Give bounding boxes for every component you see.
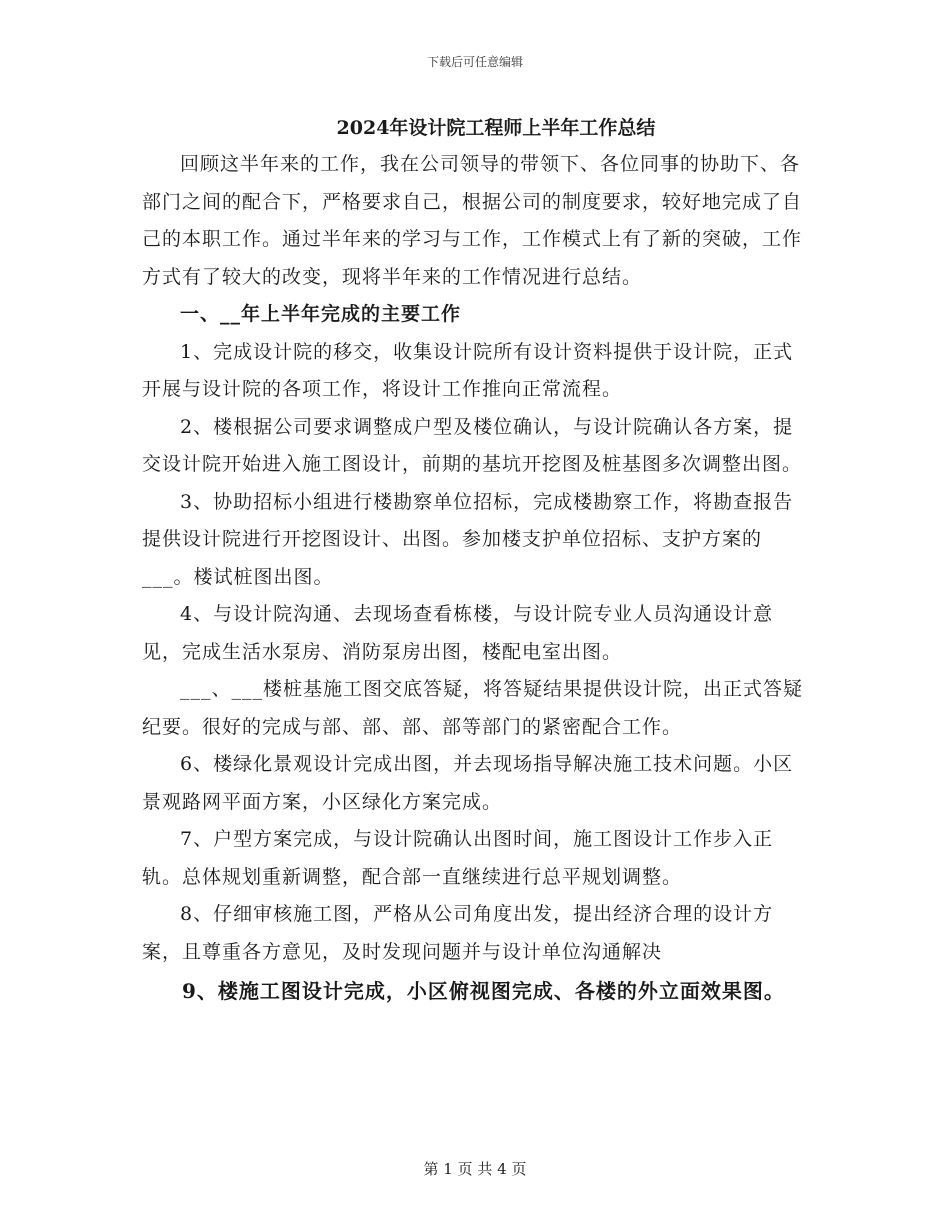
work-item-7: 7、户型方案完成，与设计院确认出图时间，施工图设计工作步入正轨。总体规划重新调整，配合部一直继续进行总平规划调整。: [142, 828, 774, 888]
intro-paragraph: 回顾这半年来的工作，我在公司领导的带领下、各位同事的协助下、各部门之间的配合下，严格要求自己，根据公司的制度要求，较好地完成了自己的本职工作。通过半年来的学习与工作，工作模式上有了新的突破，工作方式有了较大的改变，现将半年来的工作情况进行总结。: [142, 153, 803, 288]
work-item-1: 1、完成设计院的移交，收集设计院所有设计资料提供于设计院，正式开展与设计院的各项工作，将设计工作推向正常流程。: [142, 340, 794, 400]
work-item-8: 8、仔细审核施工图，严格从公司角度出发，提出经济合理的设计方案，且尊重各方意见，及时发现问题并与设计单位沟通解决: [142, 903, 774, 963]
document-title: 2024年设计院工程师上半年工作总结: [336, 117, 656, 139]
work-item-3: 3、协助招标小组进行楼勘察单位招标，完成楼勘察工作，将勘查报告提供设计院进行开挖图设计、出图。参加楼支护单位招标、支护方案的___。楼试桩图出图。: [142, 490, 794, 588]
work-item-6: 6、楼绿化景观设计完成出图，并去现场指导解决施工技术问题。小区景观路网平面方案，小区绿化方案完成。: [142, 753, 794, 813]
header-note: 下载后可任意编辑: [426, 55, 523, 69]
work-item-2: 2、楼根据公司要求调整成户型及楼位确认，与设计院确认各方案，提交设计院开始进入施工图设计，前期的基坑开挖图及桩基图多次调整出图。: [142, 415, 803, 475]
work-item-4: 4、与设计院沟通、去现场查看栋楼，与设计院专业人员沟通设计意见，完成生活水泵房、消防泵房出图，楼配电室出图。: [142, 603, 774, 663]
work-item-5: ___、___楼桩基施工图交底答疑，将答疑结果提供设计院，出正式答疑纪要。很好的完成与部、部、部、部等部门的紧密配合工作。: [142, 678, 804, 738]
page-footer: 第 1 页 共 4 页: [423, 1160, 527, 1178]
work-item-9: 9、楼施工图设计完成，小区俯视图完成、各楼的外立面效果图。: [182, 979, 785, 1003]
document-body: [142, 110, 810, 1011]
section-heading: 一、__年上半年完成的主要工作: [180, 303, 462, 325]
